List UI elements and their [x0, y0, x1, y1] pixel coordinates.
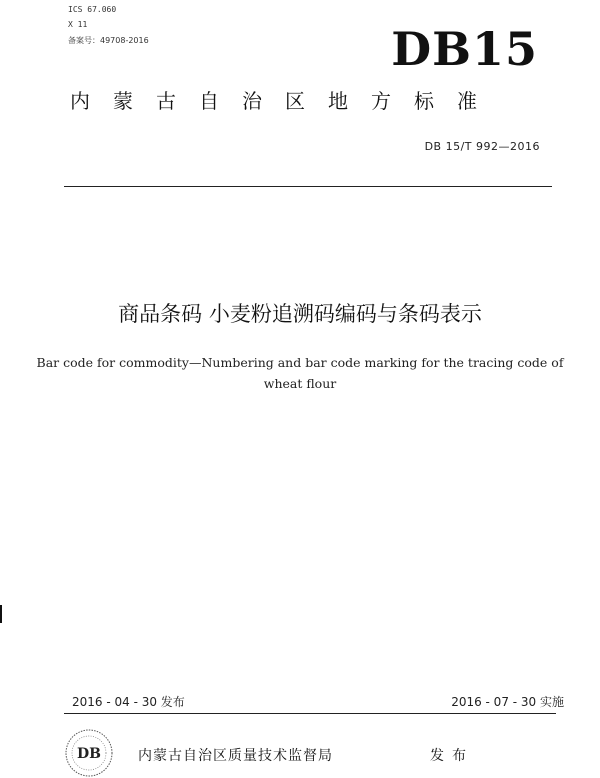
filing-number: 备案号：49708-2016 — [68, 36, 149, 45]
scan-edge-mark — [0, 605, 2, 623]
document-title-english-line1: Bar code for commodity—Numbering and bar code marking for the tracing code of — [36, 355, 564, 370]
issuing-authority: 内蒙古自治区质量技术监督局 — [138, 748, 333, 764]
standard-type: 内蒙古自治区地方标准 — [70, 89, 500, 113]
issue-date: 2016 - 04 - 30 发布 — [72, 695, 185, 709]
issue-label: 发布 — [430, 748, 474, 764]
document-title-chinese: 商品条码 小麦粉追溯码编码与条码表示 — [118, 302, 482, 326]
bottom-divider — [64, 713, 556, 714]
top-divider — [64, 186, 552, 187]
seal-label: DB — [77, 746, 101, 762]
implementation-date: 2016 - 07 - 30 实施 — [451, 695, 564, 709]
standard-number: DB 15/T 992—2016 — [424, 140, 540, 153]
standard-code-logo: DB15 — [391, 22, 538, 76]
document-title-english — [30, 352, 570, 394]
ics-code: ICS 67.060 — [68, 5, 117, 14]
issuer-seal-icon — [64, 728, 114, 778]
document-title-english-line2: wheat flour — [263, 376, 337, 391]
clc-code: X 11 — [68, 20, 88, 29]
